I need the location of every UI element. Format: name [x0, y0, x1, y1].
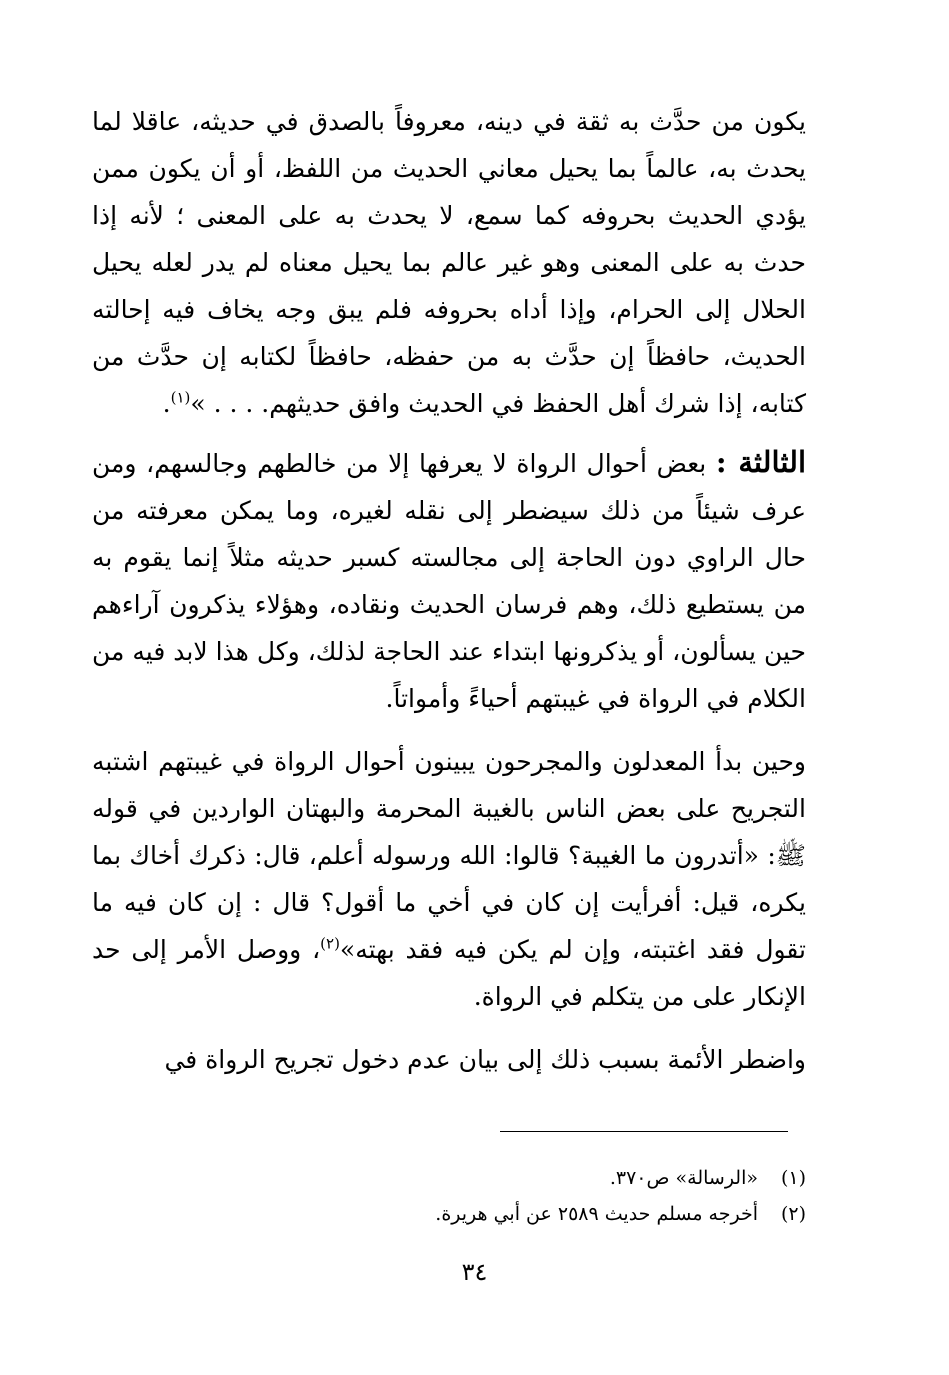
paragraph-1 [92, 98, 806, 427]
footnote-1 [92, 1160, 806, 1196]
footnotes [92, 1160, 806, 1232]
footnote-1-text: «الرسالة» ص٣٧٠. [609, 1167, 758, 1189]
footnote-divider [500, 1131, 788, 1132]
paragraph-2-text: بعض أحوال الرواة لا يعرفها إلا من خالطهم وجالسهم، ومن عرف شيئاً من ذلك سيضطر إلى نقله لغيره، وما يمكن معرفته من حال الراوي دون الحاجة إلى مجالسته كسبر حديثه مثلاً إنما يقوم به من يستطيع ذلك، وهم فرسان الحديث ونقاده، وهؤلاء يذكرون آراءهم حين يسألون، أو يذكرونها ابتداء عند الحاجة لذلك، وكل هذا لابد فيه من الكلام في الرواة في غيبتهم أحياءً وأمواتاً. [92, 449, 806, 713]
paragraph-2-heading: الثالثة : [715, 445, 806, 479]
paragraph-3-text: وحين بدأ المعدلون والمجرحون يبينون أحوال الرواة في غيبتهم اشتبه التجريح على بعض الناس بالغيبة المحرمة والبهتان الواردين في قوله ﷺ: «أتدرون ما الغيبة؟ قالوا: الله ورسوله أعلم، قال: ذكرك أخاك بما يكره، قيل: أفرأيت إن كان في أخي ما أقول؟ قال : إن كان فيه ما تقول فقد اغتبته، وإن لم يكن فيه فقد بهته» [92, 747, 807, 964]
page-number: ٣٤ [461, 1258, 488, 1286]
paragraph-1-text: يكون من حدَّث به ثقة في دينه، معروفاً بالصدق في حديثه، عاقلا لما يحدث به، عالماً بما يحيل معاني الحديث من اللفظ، أو أن يكون ممن يؤدي الحديث بحروفه كما سمع، لا يحدث به على المعنى ؛ لأنه إذا حدث به على المعنى وهو غير عالم بما يحيل معناه لم يدر لعله يحيل الحلال إلى الحرام، وإذا أداه بحروفه فلم يبق وجه يخاف فيه إحالته الحديث، حافظاً إن حدَّث به من حفظه، حافظاً لكتابه إن حدَّث من كتابه، إذا شرك أهل الحفظ في الحديث وافق حديثهم. . . . » [92, 107, 806, 418]
footnote-ref-1: (١) [170, 388, 191, 407]
paragraph-4 [92, 1036, 806, 1083]
paragraph-4-text: واضطر الأئمة بسبب ذلك إلى بيان عدم دخول تجريح الرواة في [164, 1045, 806, 1074]
footnote-1-number: (١) [780, 1167, 806, 1189]
paragraph-3-end: ، ووصل الأمر إلى حد الإنكار على من يتكلم في الرواة. [92, 935, 806, 1011]
paragraph-2 [92, 439, 806, 722]
footnote-ref-2: (٢) [320, 934, 340, 953]
footnote-2-number: (٢) [780, 1203, 806, 1225]
footnote-2 [92, 1196, 806, 1232]
main-text [92, 98, 806, 1083]
paragraph-1-end: . [162, 389, 171, 418]
paragraph-3 [92, 738, 806, 1020]
footnote-2-text: أخرجه مسلم حديث ٢٥٨٩ عن أبي هريرة. [435, 1203, 758, 1225]
